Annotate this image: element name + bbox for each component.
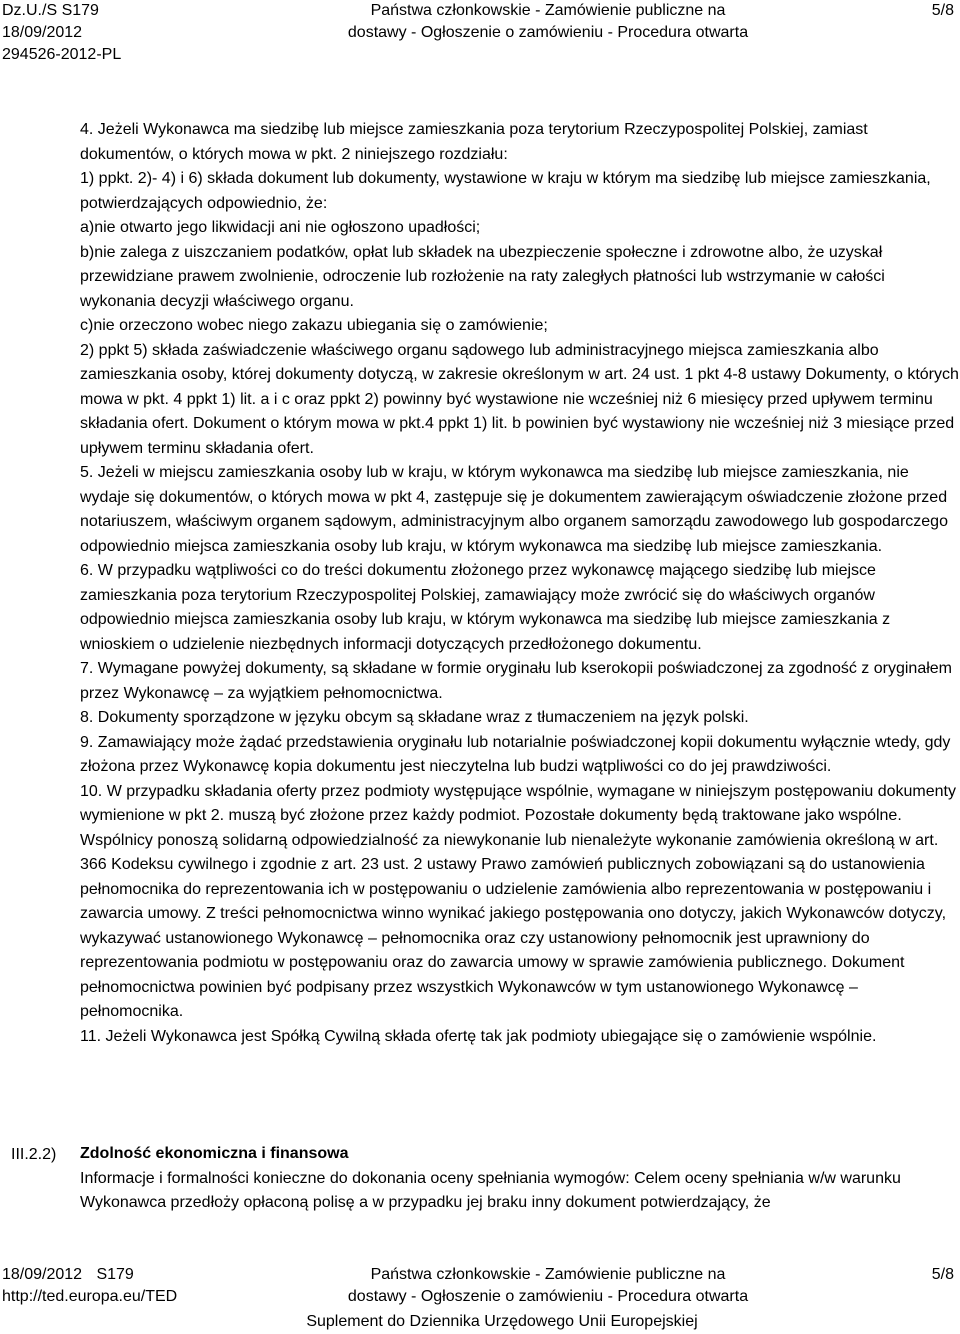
paragraph-4-1-a: a)nie otwarto jego likwidacji ani nie ogłoszono upadłości; [80,219,481,236]
paragraph-8: 8. Dokumenty sporządzone w języku obcym są składane wraz z tłumaczeniem na język polski. [80,709,749,726]
header-title-line2: dostawy - Ogłoszenie o zamówieniu - Procedura otwarta [347,24,749,41]
paragraph-9: 9. Zamawiający może żądać przedstawienia oryginału lub notarialnie poświadczonej kopii dokumentu wyłącznie wtedy, gdy złożona przez Wykonawcę kopia dokumentu jest nieczytelna lub budzi wątpliwości co do jej prawdziwości. [80,733,951,775]
journal-reference: Dz.U./S S179 [2,2,99,19]
paragraph-4-1: 1) ppkt. 2)- 4) i 6) składa dokument lub dokumenty, wystawione w kraju w którym ma siedzibę lub miejsce zamieszkania, potwierdzających odpowiednio, że: [80,170,931,212]
footer-date: 18/09/2012 [2,1266,83,1283]
section-economic-capacity [80,1142,960,1216]
footer-issue: S179 [96,1266,134,1283]
header-page-number: 5/8 [931,2,954,19]
paragraph-4-1-b: b)nie zalega z uiszczaniem podatków, opłat lub składek na ubezpieczenie społeczne i zdrowotne albo, że uzyskał przewidziane prawem zwolnienie, odroczenie lub rozłożenie na raty zaległych płatności lub wstrzymanie w całości wykonania decyzji właściwego organu. [80,243,885,310]
section-text: Informacje i formalności konieczne do dokonania oceny spełniania wymogów: Celem oceny spełniania w/w warunku Wykonawca przedłoży opłaconą polisę a w przypadku jej braku inny dokument potwierdzający, że [80,1169,901,1211]
header-date: 18/09/2012 [2,24,83,41]
footer-page-number: 5/8 [931,1266,954,1283]
paragraph-10: 10. W przypadku składania oferty przez podmioty występujące wspólnie, wymagane w niniejszym postępowaniu dokumenty wymienione w pkt 2. muszą być złożone przez każdy podmiot. Pozostałe dokumenty będą traktowane jako wspólne. Wspólnicy ponoszą solidarną odpowiedzialność za niewykonanie lub nienależyte wykonanie zamówienia określoną w art. 366 Kodeksu cywilnego i zgodnie z art. 23 ust. 2 ustawy Prawo zamówień publicznych zobowiązani są do ustanowienia pełnomocnika do reprezentowania ich w postępowaniu o udzielenie zamówienia albo reprezentowania w postępowaniu i zawarcia umowy. Z treści pełnomocnictwa winno wynikać jakiego postępowania ono dotyczy, jakich Wykonawców dotyczy, wykazywać ustanowionego Wykonawcę – pełnomocnika oraz czy ustanowiony pełnomocnik jest uprawniony do reprezentowania podmiotu w postępowaniu oraz do zawarcia umowy w sprawie zamówienia publicznego. Dokument pełnomocnictwa powinien być podpisany przez wszystkich Wykonawców w tym ustanowionego Wykonawcę – pełnomocnika. [80,782,956,1020]
paragraph-6: 6. W przypadku wątpliwości co do treści dokumentu złożonego przez wykonawcę mającego siedzibę lub miejsce zamieszkania poza terytorium Rzeczypospolitej Polskiej, zamawiający może zwrócić się do właściwych organów odpowiednio miejsca zamieszkania osoby lub kraju, w którym wykonawca ma siedzibę lub miejsce zamieszkania z wnioskiem o udzielenie niezbędnych informacji dotyczących przedłożonego dokumentu. [80,562,891,653]
main-content [80,118,960,1049]
footer-supplement: Suplement do Dziennika Urzędowego Unii Europejskiej [306,1313,698,1330]
section-title: Zdolność ekonomiczna i finansowa [80,1145,349,1162]
paragraph-4-1-c: c)nie orzeczono wobec niego zakazu ubiegania się o zamówienie; [80,317,548,334]
footer-title-line1: Państwa członkowskie - Zamówienie publiczne na [370,1266,726,1283]
paragraph-7: 7. Wymagane powyżej dokumenty, są składane w formie oryginału lub kserokopii poświadczonej za zgodność z oryginałem przez Wykonawcę – za wyjątkiem pełnomocnictwa. [80,660,952,702]
paragraph-4: 4. Jeżeli Wykonawca ma siedzibę lub miejsce zamieszkania poza terytorium Rzeczypospolitej Polskiej, zamiast dokumentów, o których mowa w pkt. 2 niniejszego rozdziału: [80,121,868,163]
footer-title-line2: dostawy - Ogłoszenie o zamówieniu - Procedura otwarta [347,1288,749,1305]
section-number: III.2.2) [11,1146,57,1163]
header-title-line1: Państwa członkowskie - Zamówienie publiczne na [370,2,726,19]
paragraph-4-2: 2) ppkt 5) składa zaświadczenie właściwego organu sądowego lub administracyjnego miejsca zamieszkania albo zamieszkania osoby, której dokumenty dotyczą, w zakresie określonym w art. 24 ust. 1 pkt 4-8 ustawy Dokumenty, o których mowa w pkt. 4 ppkt 1) lit. a i c oraz ppkt 2) powinny być wystawione nie wcześniej niż 6 miesięcy przed upływem terminu składania ofert. Dokument o którym mowa w pkt.4 ppkt 1) lit. b powinien być wystawiony nie wcześniej niż 3 miesiące przed upływem terminu składania ofert. [80,341,959,457]
paragraph-11: 11. Jeżeli Wykonawca jest Spółką Cywilną składa ofertę tak jak podmioty ubiegające się o zamówienie wspólnie. [80,1027,877,1045]
footer-left [2,1264,177,1308]
header-center [300,0,796,44]
notice-number: 294526-2012-PL [2,46,122,63]
header-left [2,0,121,66]
footer-center [300,1264,796,1308]
footer-url[interactable]: http://ted.europa.eu/TED [2,1288,178,1305]
paragraph-5: 5. Jeżeli w miejscu zamieszkania osoby lub w kraju, w którym wykonawca ma siedzibę lub miejsce zamieszkania, nie wydaje się dokumentów, o których mowa w pkt 4, zastępuje się je dokumentem zawierającym oświadczenie złożone przed notariuszem, właściwym organem sądowym, administracyjnym albo organem samorządu zawodowego lub gospodarczego odpowiednio miejsca zamieszkania osoby lub kraju, w którym wykonawca ma siedzibę lub miejsce zamieszkania. [80,464,948,555]
